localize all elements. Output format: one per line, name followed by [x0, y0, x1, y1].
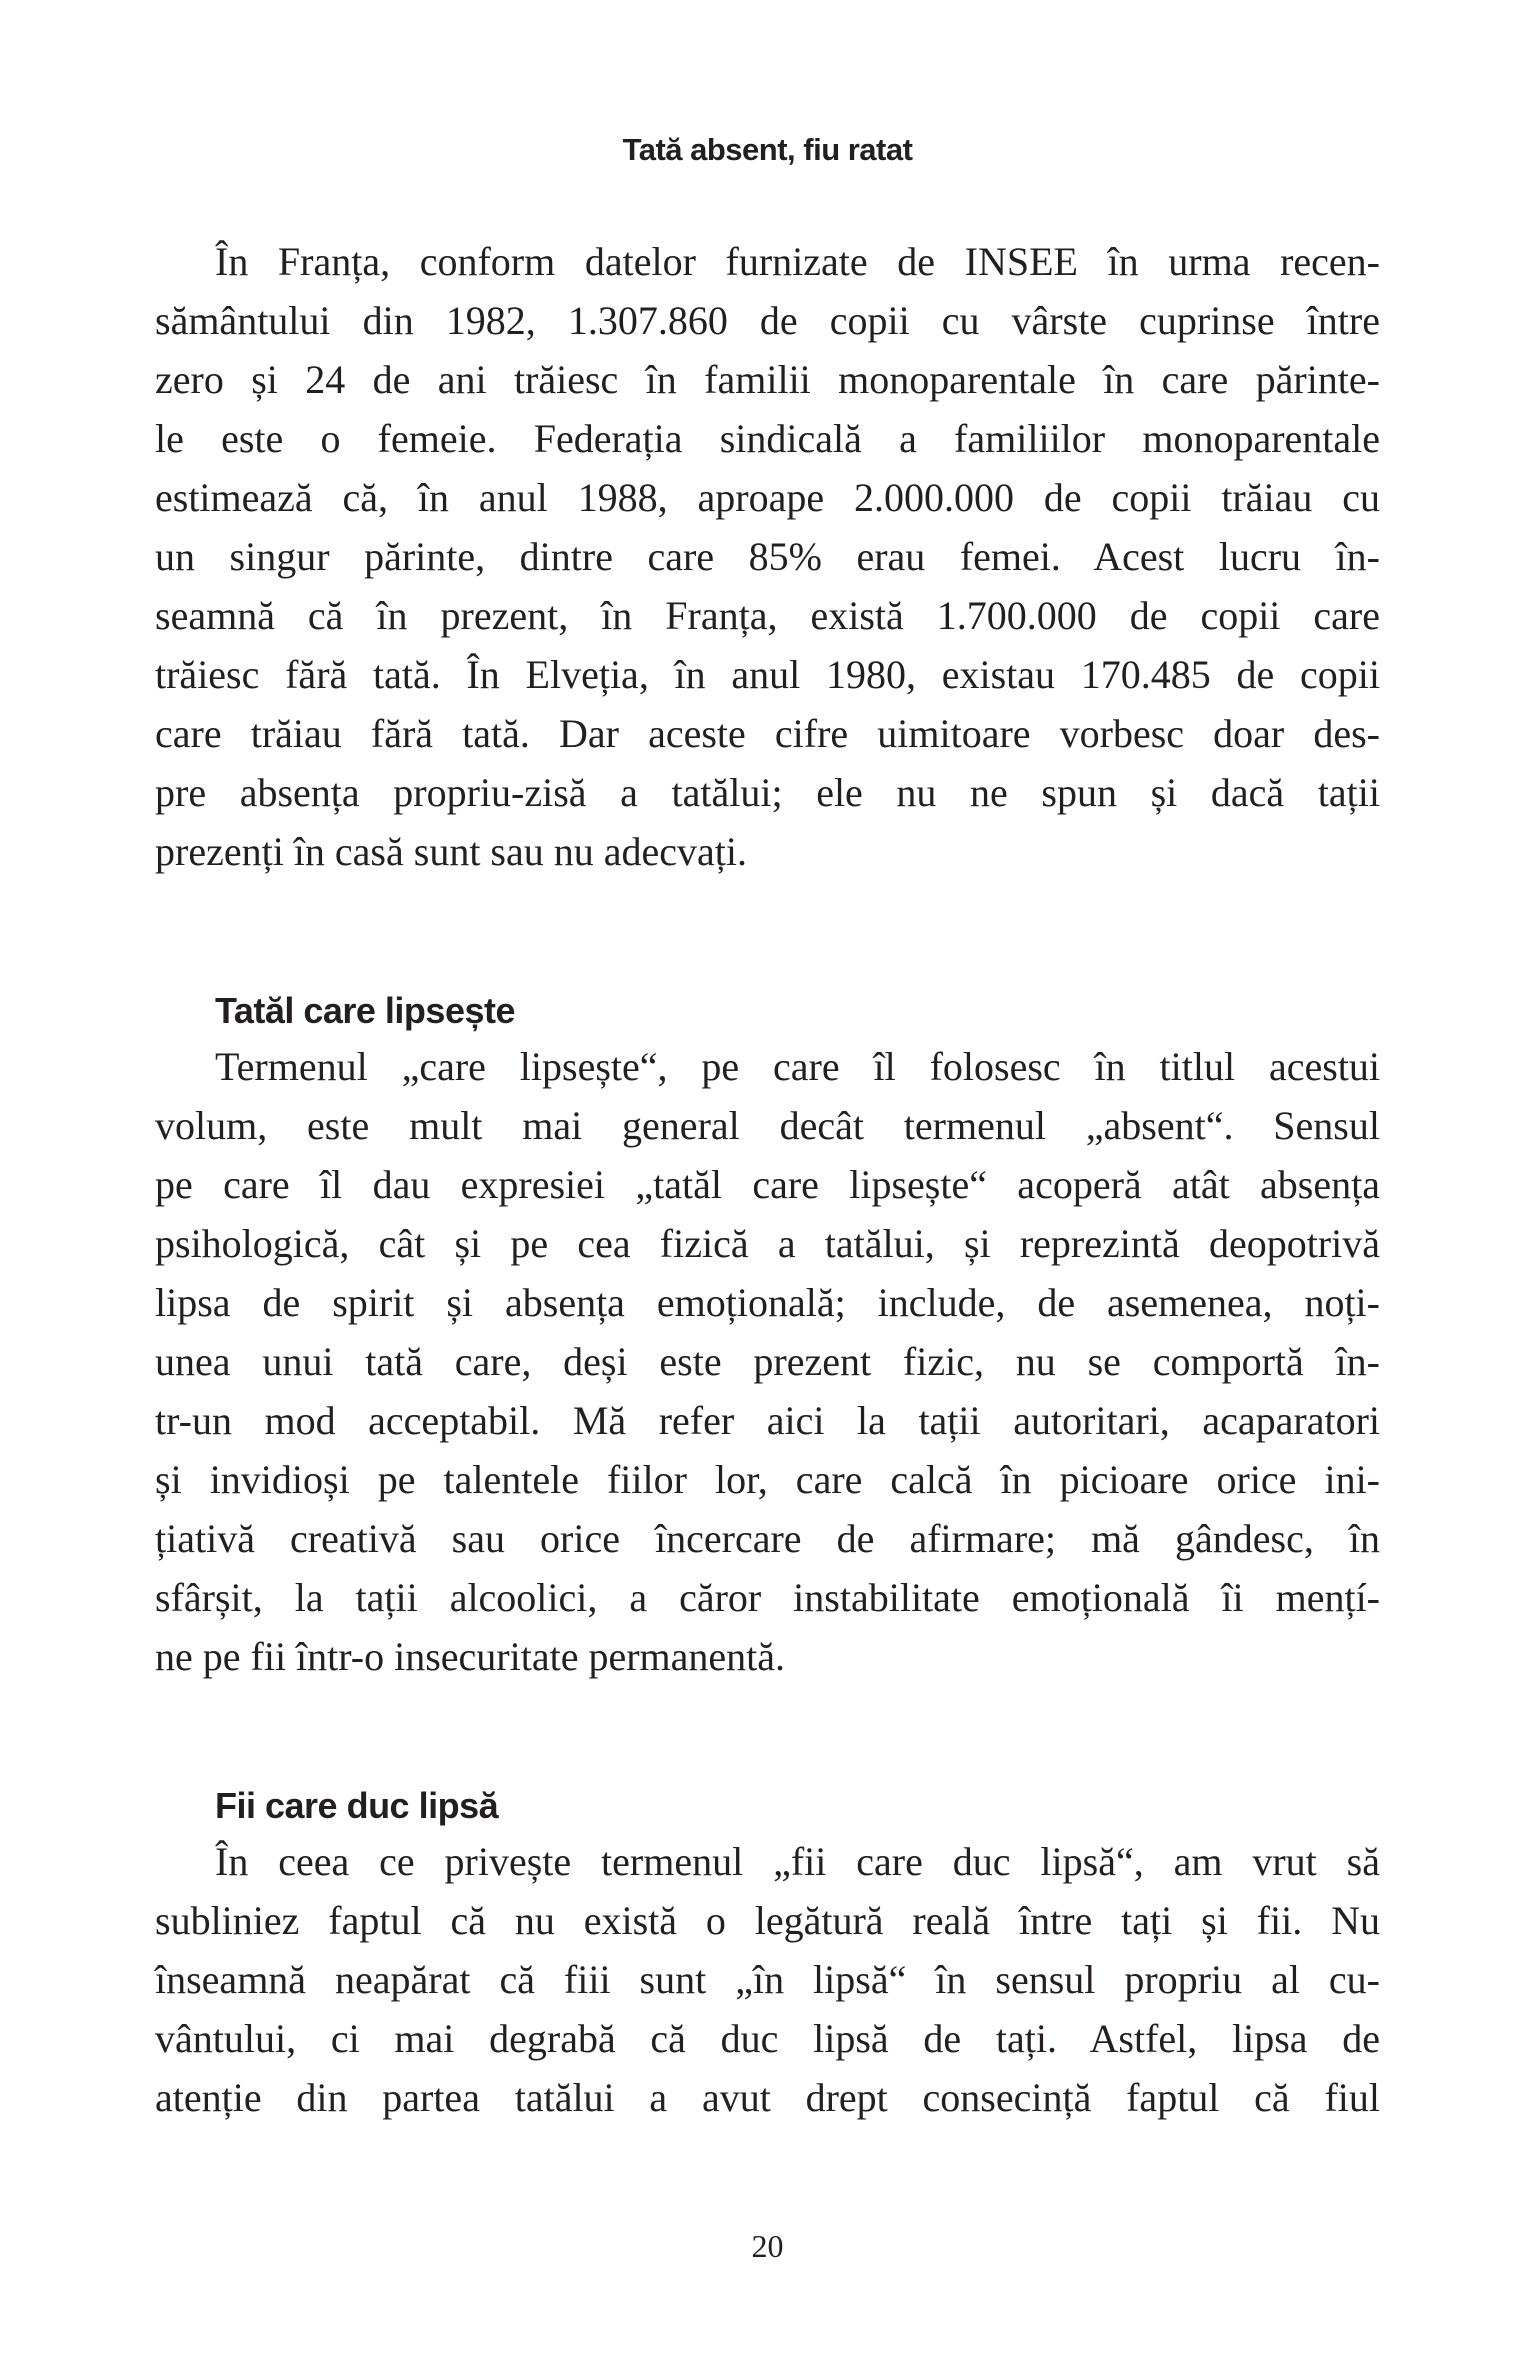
section-heading: Fii care duc lipsă: [215, 1785, 499, 1826]
text-line: În ceea ce privește termenul „fii care duc lipsă“, am vrut să: [215, 1839, 1380, 1884]
text-line: ne pe fii într-o insecuritate permanentă.: [155, 1634, 786, 1679]
text-line: pre absența propriu-zisă a tatălui; ele nu ne spun și dacă tații: [155, 770, 1380, 815]
intro-paragraph: [155, 232, 1380, 881]
text-line: unea unui tată care, deși este prezent fizic, nu se comportă în-: [155, 1339, 1380, 1384]
section-sons-lacking: [155, 1780, 1380, 2127]
text-line: sământului din 1982, 1.307.860 de copii cu vârste cuprinse între: [155, 298, 1380, 343]
text-line: prezenți în casă sunt sau nu adecvați.: [155, 829, 747, 874]
text-line: sfârșit, la tații alcoolici, a căror instabilitate emoțională îi mențí-: [155, 1575, 1380, 1620]
running-header-title: Tată absent, fiu ratat: [622, 132, 913, 167]
text-line: seamnă că în prezent, în Franța, există 1.700.000 de copii care: [155, 593, 1380, 638]
text-line: În Franța, conform datelor furnizate de INSEE în urma recen-: [215, 239, 1380, 284]
text-line: le este o femeie. Federația sindicală a familiilor monoparentale: [155, 416, 1380, 461]
section-heading: Tatăl care lipsește: [215, 990, 515, 1031]
page-number: 20: [751, 2228, 784, 2264]
text-line: psihologică, cât și pe cea fizică a tatălui, și reprezintă deopotrivă: [155, 1221, 1380, 1266]
text-line: pe care îl dau expresiei „tatăl care lipsește“ acoperă atât absența: [155, 1162, 1380, 1207]
text-line: lipsa de spirit și absența emoțională; include, de asemenea, noți-: [155, 1280, 1380, 1325]
text-line: tr-un mod acceptabil. Mă refer aici la tații autoritari, acaparatori: [155, 1398, 1380, 1443]
text-line: subliniez faptul că nu există o legătură reală între tați și fii. Nu: [155, 1898, 1380, 1943]
text-line: care trăiau fără tată. Dar aceste cifre uimitoare vorbesc doar des-: [155, 711, 1380, 756]
text-line: volum, este mult mai general decât termenul „absent“. Sensul: [155, 1103, 1380, 1148]
text-line: trăiesc fără tată. În Elveția, în anul 1980, existau 170.485 de copii: [155, 652, 1380, 697]
text-line: țiativă creativă sau orice încercare de afirmare; mă gândesc, în: [155, 1516, 1380, 1561]
text-line: înseamnă neapărat că fiii sunt „în lipsă“ în sensul propriu al cu-: [155, 1957, 1380, 2002]
text-line: un singur părinte, dintre care 85% erau femei. Acest lucru în-: [155, 534, 1380, 579]
text-line: și invidioși pe talentele fiilor lor, care calcă în picioare orice ini-: [155, 1457, 1380, 1502]
text-line: zero și 24 de ani trăiesc în familii monoparentale în care părinte-: [155, 357, 1380, 402]
section-missing-father: [155, 985, 1380, 1686]
text-line: estimează că, în anul 1988, aproape 2.000.000 de copii trăiau cu: [155, 475, 1380, 520]
text-line: vântului, ci mai degrabă că duc lipsă de tați. Astfel, lipsa de: [155, 2016, 1380, 2061]
text-line: Termenul „care lipsește“, pe care îl folosesc în titlul acestui: [215, 1044, 1380, 1089]
text-line: atenție din partea tatălui a avut drept consecință faptul că fiul: [155, 2075, 1380, 2120]
